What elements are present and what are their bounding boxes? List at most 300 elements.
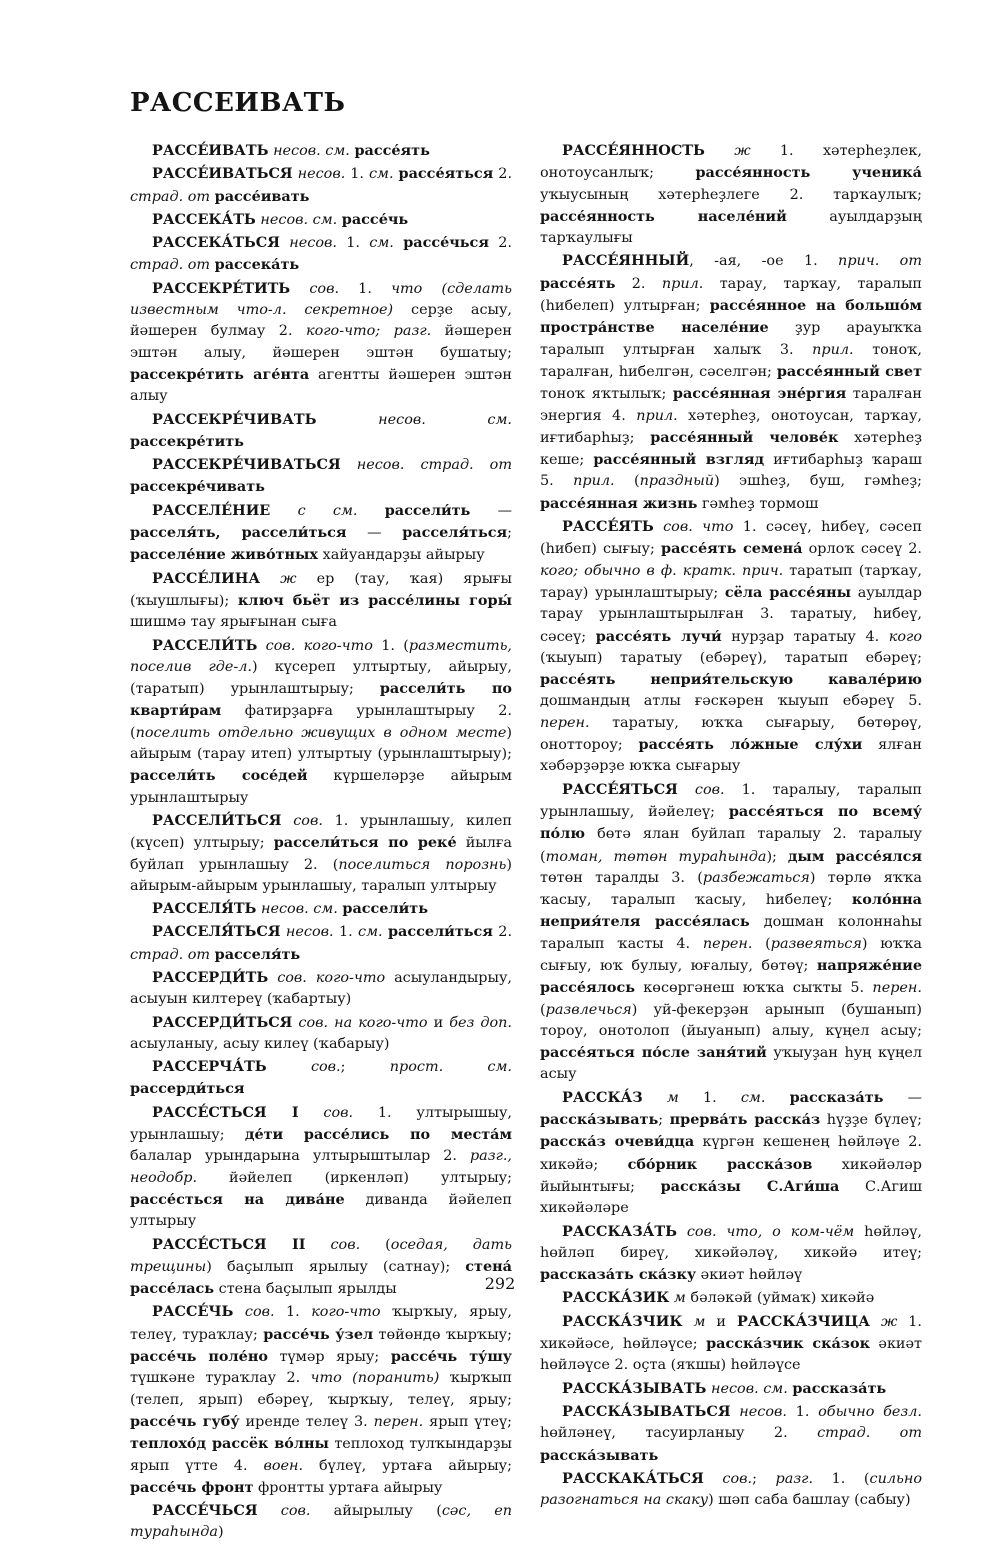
- entry-text: —: [470, 502, 512, 519]
- entry-text: гәмһеҙ тормош: [697, 495, 819, 512]
- bold-phrase: расселя́ться: [402, 524, 508, 542]
- entry-text: тоноҡ, таралған, һибелгән, сәселгән;: [540, 341, 922, 380]
- headword: РАССЕ́ЧЬ: [152, 1303, 234, 1321]
- dictionary-entry: [130, 140, 512, 162]
- entry-text: бүлеү, уртаға айырыу;: [303, 1457, 512, 1474]
- bold-phrase: рассерди́ться: [130, 1080, 245, 1098]
- entry-text: 1. хәтерһеҙлек, онотоусанлыҡ;: [540, 143, 922, 182]
- entry-text: дошмандың атлы ғәскәрен ҡыуып ебәреү 5.: [540, 693, 922, 710]
- entry-text: йәйелеп (иркенләп) ултырыу;: [197, 1169, 512, 1186]
- entry-text: ) эшһеҙ, буш, гәмһеҙ;: [714, 473, 922, 490]
- grammar-label: сов. на кого-что: [298, 1014, 428, 1031]
- entry-text: шишмә тау ярығынан сыға: [130, 614, 337, 631]
- entry-text: серҙе асыу, йәшерен булмау 2.: [130, 302, 512, 340]
- entry-text: —: [346, 525, 403, 542]
- headword: РАССКА́З: [562, 1088, 643, 1106]
- entry-text: төйөндө ҡырҡыу;: [373, 1326, 512, 1343]
- headword: РАССЕ́СТЬСЯ I: [152, 1103, 299, 1121]
- grammar-label: что (поранить): [310, 1370, 440, 1387]
- headword: РАССКА́ЗЧИЦА: [736, 1312, 870, 1330]
- bold-phrase: рассекре́тить аге́нта: [130, 365, 310, 383]
- entry-text: [270, 503, 297, 519]
- entry-text: тоноҡ яҡтылыҡ;: [540, 386, 673, 403]
- bold-phrase: рассека́ть: [214, 256, 300, 274]
- grammar-label: сов.: [309, 280, 340, 297]
- headword: РАССЕКА́ТЬСЯ: [152, 234, 280, 252]
- grammar-label: перен.: [872, 980, 922, 997]
- headword: РАССКА́ЗЫВАТЬСЯ: [562, 1402, 731, 1420]
- bold-phrase: рассели́ть: [384, 501, 471, 519]
- headword: РАССЕКРЕ́ЧИВАТЬ: [152, 410, 317, 428]
- entry-text: ;: [507, 525, 512, 542]
- bold-phrase: рассказа́ть ска́зку: [540, 1266, 697, 1284]
- grammar-label: сов. что, о ком-чём: [686, 1223, 855, 1240]
- bold-phrase: рассе́чь фронт: [130, 1478, 254, 1496]
- entry-text: [260, 571, 280, 587]
- entry-text: орлоҡ сәсеү 2.: [802, 541, 923, 558]
- grammar-label: перен.: [702, 935, 753, 952]
- dictionary-entry: [130, 898, 512, 920]
- headword: РАССЕЛЯ́ТЬ: [152, 900, 257, 918]
- entry-text: хәтерһеҙ кеше;: [540, 429, 923, 469]
- entry-text: таралған энергия 4.: [540, 386, 922, 424]
- bold-phrase: рассе́янность ученика́: [695, 164, 922, 182]
- grammar-label: перен.: [540, 714, 590, 731]
- grammar-label: несов. см.: [710, 1380, 788, 1397]
- grammar-label: сов.: [323, 1104, 354, 1121]
- bold-phrase: расска́з очеви́дца: [540, 1133, 695, 1151]
- entry-text: [870, 1314, 881, 1330]
- grammar-label: развеяться: [770, 935, 862, 952]
- entry-text: [233, 1304, 244, 1320]
- dictionary-entry: [130, 1102, 512, 1233]
- bold-phrase: рассели́ться: [387, 923, 493, 941]
- grammar-label: сов.: [293, 812, 323, 829]
- entry-text: теплоход тулҡындарҙы ярып үтте 4.: [130, 1436, 512, 1474]
- grammar-label: см.: [358, 924, 383, 941]
- entry-text: стена баҫылып ярылды: [214, 1281, 397, 1298]
- bold-phrase: рассе́ять семена́: [661, 540, 803, 558]
- grammar-label: см.: [368, 166, 394, 183]
- entry-text: агентты йәшерен эштән алыу: [130, 366, 512, 405]
- bold-phrase: рассе́янная жизнь: [540, 494, 698, 512]
- entry-text: ялған хәбәрҙәрҙе юҡҡа сығарыу: [540, 737, 923, 775]
- headword: РАССЕ́ЧЬСЯ: [152, 1502, 258, 1520]
- entry-text: [643, 1090, 667, 1106]
- entry-text: 2.: [488, 235, 512, 252]
- bold-phrase: рассе́чь: [341, 210, 409, 228]
- headword: РАССЕ́СТЬСЯ II: [152, 1235, 306, 1253]
- entry-text: [317, 412, 379, 428]
- dictionary-entry: [130, 635, 512, 809]
- headword: РАССКАЗА́ТЬ: [562, 1222, 677, 1240]
- right-column: [540, 140, 922, 1512]
- entry-text: [281, 813, 293, 829]
- entry-text: [704, 1471, 723, 1487]
- entry-text: ) баҫылып ярылыу (сатнау);: [206, 1258, 466, 1275]
- grammar-label: страд. от: [130, 257, 211, 274]
- grammar-label: поселиться порознь: [338, 856, 507, 873]
- entry-text: [299, 1105, 324, 1121]
- entry-text: (: [614, 473, 640, 490]
- entry-text: ) төрлө яҡҡа ҡасыу, таралып ҡасыу, һибелеү;: [540, 869, 922, 909]
- bold-phrase: расска́зывать: [540, 1111, 659, 1129]
- grammar-label: разместить, поселив где-л.: [130, 637, 513, 675]
- dictionary-entry: [540, 140, 922, 249]
- headword: РАССЕЛЕ́НИЕ: [152, 501, 271, 519]
- entry-text: ) айырым (тарау итеп) ултыртыу (урынлаштырыу);: [130, 724, 512, 763]
- grammar-label: прил.: [812, 341, 854, 358]
- bold-phrase: рассели́ть сосе́дей: [130, 767, 308, 785]
- dictionary-entry: [130, 454, 512, 499]
- entry-text: ер (тау, ҡая) ярығы (ҡыушлығы);: [130, 570, 513, 609]
- grammar-label: сов. что: [663, 519, 734, 536]
- grammar-label: томан, төтөн тураһында: [545, 848, 767, 865]
- entry-text: дошман колоннаһы таралып ҡасты 4.: [540, 914, 922, 952]
- grammar-label: прич. от: [838, 253, 922, 270]
- bold-phrase: рассели́ть по кварти́рам: [130, 680, 513, 720]
- headword: РАССКА́ЗИК: [562, 1289, 670, 1307]
- grammar-label: поселить отдельно живущих в одном месте: [135, 724, 507, 741]
- bold-phrase: сёла рассе́яны: [724, 583, 852, 601]
- grammar-label: кого; обычно в ф. кратк. прич.: [540, 562, 784, 579]
- entry-text: түшкәне тураҡлау 2.: [130, 1370, 311, 1387]
- grammar-label: прил.: [636, 407, 678, 424]
- grammar-label: сов.: [280, 1503, 311, 1520]
- entry-text: (: [752, 935, 771, 952]
- entry-text: [268, 970, 277, 986]
- dictionary-entry: [130, 163, 512, 208]
- dictionary-entry: [130, 209, 512, 231]
- grammar-label: несов.: [297, 166, 346, 183]
- grammar-label: несов.: [285, 924, 334, 941]
- headword: РАССЕЛЯ́ТЬСЯ: [152, 923, 281, 941]
- entry-text: 1. таралыу, таралып урынлашыу, йәйелеү;: [540, 781, 922, 820]
- entry-text: 1. сәсеү, һибеү, сәсеп (һибеп) сығыу;: [540, 519, 923, 558]
- grammar-label: ж: [280, 570, 297, 587]
- headword: РАССЕ́ЛИНА: [152, 569, 261, 587]
- entry-text: һөйләү, һөйләп биреү, хикәйәләү, хикәйә итеү;: [540, 1223, 922, 1261]
- headword: РАССЕ́ЯТЬ: [562, 518, 654, 536]
- bold-phrase: стена́ рассе́лась: [130, 1257, 512, 1298]
- grammar-label: перен.: [373, 1413, 424, 1430]
- entry-text: [257, 638, 265, 654]
- grammar-label: кого-что; разг.: [306, 323, 432, 340]
- entry-text: иғтибарһыҙ ҡараш 5.: [540, 452, 922, 490]
- entry-text: уҡыусының хәтерһеҙлеге 2. тарҡаулыҡ;: [540, 186, 922, 203]
- grammar-label: несов.: [739, 1403, 787, 1420]
- grammar-label: разбежаться: [702, 869, 810, 886]
- entry-text: 2.: [615, 275, 662, 292]
- entry-text: —: [883, 1089, 923, 1106]
- bold-phrase: расска́зы С.Аги́ша: [660, 1177, 840, 1195]
- entry-text: [705, 143, 734, 159]
- entry-text: 1.: [339, 280, 392, 297]
- grammar-label: м: [693, 1313, 706, 1330]
- grammar-label: оседая, дать трещины: [130, 1236, 512, 1275]
- headword: РАССКАКА́ТЬСЯ: [562, 1469, 704, 1487]
- entry-text: һүҙҙе бүлеү;: [820, 1112, 922, 1129]
- bold-phrase: рассе́ять: [354, 142, 430, 159]
- entry-text: [290, 281, 309, 297]
- grammar-label: ж: [734, 143, 751, 159]
- bold-phrase: рассе́ять ло́жные слу́хи: [638, 736, 863, 754]
- entry-text: ;: [752, 1470, 776, 1487]
- entry-text: күршеләрҙе айырым урынлаштырыу: [130, 768, 512, 806]
- grammar-label: воен.: [263, 1457, 304, 1474]
- dictionary-entry: [130, 1056, 512, 1101]
- grammar-label: страд. от: [130, 946, 211, 963]
- bold-phrase: расска́зывать: [540, 1446, 659, 1464]
- headword: РАССЕ́ЯННЫЙ: [562, 252, 690, 270]
- entry-text: 1.: [274, 1304, 312, 1321]
- grammar-label: сов.: [310, 1059, 341, 1076]
- entry-text: С.Агиш хикәйәләре: [540, 1178, 922, 1217]
- bold-phrase: расселя́ть: [214, 945, 301, 963]
- entry-text: 2.: [493, 166, 513, 183]
- bold-phrase: рассе́чь губу́: [130, 1412, 240, 1430]
- entry-text: ) уй-фекерҙән арынып (бушанып) тороу, онотолоп (йыуанып) алыу, күңел асыу;: [540, 1001, 922, 1039]
- grammar-label: праздный: [639, 473, 715, 490]
- grammar-label: прост. см.: [389, 1059, 512, 1076]
- entry-text: хәтерһеҙ, онотоусан, тарҡау, иғтибарһыҙ;: [540, 407, 923, 446]
- left-column: [130, 140, 512, 1545]
- dictionary-entry: [130, 568, 512, 634]
- running-head: РАССЕИВАТЬ: [130, 88, 346, 118]
- entry-text: [765, 1090, 789, 1106]
- bold-phrase: рассе́яться: [398, 165, 494, 183]
- entry-text: ) күсереп ултыртыу, айырыу, (таратып) урынлаштырыу;: [130, 658, 512, 698]
- entry-text: [654, 519, 663, 535]
- bold-phrase: рассели́ть: [342, 900, 428, 918]
- entry-text: [258, 1503, 281, 1519]
- grammar-label: сов.: [722, 1470, 753, 1487]
- grammar-label: м: [666, 1089, 679, 1106]
- dictionary-entry: [540, 1087, 922, 1220]
- grammar-label: прил.: [573, 473, 615, 490]
- headword: РАССКА́ЗЫВАТЬ: [562, 1379, 707, 1397]
- headword: РАССЕ́ИВАТЬ: [152, 142, 269, 159]
- entry-text: фронтты уртаға айырыу: [253, 1479, 443, 1496]
- grammar-label: развлечься: [545, 1001, 632, 1018]
- entry-text: [731, 1404, 740, 1420]
- bold-phrase: рассе́янность населе́ний: [540, 207, 787, 225]
- dictionary-entry: [540, 1378, 922, 1400]
- grammar-label: без доп.: [449, 1014, 513, 1031]
- headword: РАССЕЛИ́ТЬСЯ: [152, 811, 282, 829]
- bold-phrase: рассе́чь поле́но: [130, 1348, 268, 1366]
- entry-text: , -ая, -ое 1.: [689, 253, 839, 270]
- headword: РАССЕ́ЯТЬСЯ: [562, 780, 678, 798]
- dictionary-entry: [540, 779, 922, 1086]
- entry-text: түмәр ярыу;: [267, 1349, 391, 1366]
- entry-text: 1. (: [813, 1470, 870, 1487]
- entry-text: 1.: [336, 235, 370, 252]
- entry-text: йәшерен эштән алыу, йәшерен эштән бушатыу;: [130, 323, 512, 361]
- entry-text: [357, 503, 384, 519]
- entry-text: и: [427, 1014, 450, 1031]
- entry-text: и: [705, 1313, 737, 1330]
- grammar-label: обычно безл.: [818, 1403, 922, 1420]
- grammar-label: ж: [880, 1313, 898, 1330]
- headword: РАССКА́ЗЧИК: [562, 1312, 683, 1330]
- entry-text: 1. (: [372, 637, 409, 654]
- dictionary-entry: [130, 1012, 512, 1056]
- dictionary-entry: [130, 278, 512, 408]
- grammar-label: несов. см.: [261, 901, 338, 918]
- entry-text: бәләкәй (уймаҡ) хикәйә: [685, 1290, 875, 1307]
- entry-text: ) шәп саба башлау (сабыу): [708, 1492, 911, 1509]
- bold-phrase: рассе́ивать: [214, 187, 310, 205]
- entry-text: тарау, тарҡау, таралып (һибелеп) ултырған;: [540, 275, 922, 315]
- bold-phrase: рассекре́чивать: [130, 478, 265, 496]
- dictionary-entry: [130, 921, 512, 966]
- headword: РАССЕЛИ́ТЬ: [152, 636, 258, 654]
- entry-text: ) юҡҡа сығыу, юҡ булыу, юғалыу, бөтөү;: [540, 935, 922, 974]
- grammar-label: несов. см.: [260, 211, 338, 228]
- grammar-label: м: [673, 1290, 686, 1307]
- bold-phrase: рассе́чь ту́шу: [390, 1348, 513, 1366]
- grammar-label: см.: [740, 1089, 766, 1106]
- entry-text: асыуланыу, асыу килеү (ҡабарыу): [130, 1035, 390, 1052]
- entry-text: );: [766, 848, 788, 865]
- entry-text: 1.: [333, 924, 359, 941]
- headword: РАССЕКРЕ́ЧИВАТЬСЯ: [152, 456, 341, 474]
- grammar-label: прил.: [661, 275, 704, 292]
- entry-text: ауылдарҙың тарҡаулығы: [540, 208, 922, 247]
- entry-text: (: [540, 1001, 546, 1018]
- headword: РАССЕРЧА́ТЬ: [152, 1058, 267, 1076]
- bold-phrase: рассе́чься: [403, 234, 489, 252]
- dictionary-entry: [540, 516, 922, 778]
- entry-text: [394, 235, 403, 251]
- headword: РАССЕРДИ́ТЬ: [152, 968, 269, 986]
- bold-phrase: рассе́ять лучи́: [595, 627, 722, 645]
- entry-text: [267, 1059, 311, 1075]
- dictionary-entry: [130, 967, 512, 1011]
- entry-text: ;: [658, 1112, 670, 1129]
- bold-phrase: рассе́янный свет: [776, 362, 922, 380]
- bold-phrase: рассе́ять неприя́тельскую кавале́рию: [540, 671, 922, 689]
- bold-phrase: де́ти рассе́лись по места́м: [244, 1126, 512, 1144]
- grammar-label: несов. см.: [378, 411, 512, 428]
- grammar-label: с см.: [297, 502, 358, 519]
- entry-text: ) айырым-айырым урынлашыу, таралып ултырыу: [130, 856, 512, 894]
- bold-phrase: рассекре́тить: [130, 432, 244, 450]
- dictionary-entry: [540, 1311, 922, 1377]
- entry-text: ): [217, 1524, 224, 1541]
- bold-phrase: рассе́янный челове́к: [650, 428, 839, 446]
- entry-text: [678, 782, 695, 798]
- grammar-label: сильно разогнаться на скаку: [540, 1470, 923, 1509]
- entry-text: 1. хикәйәсе, һөйләүсе;: [540, 1313, 923, 1353]
- entry-text: [682, 1314, 693, 1330]
- entry-text: (: [360, 1236, 391, 1253]
- entry-text: (ҡыуып) таратыу (ебәреү), таратып ебәреү;: [540, 649, 922, 666]
- bold-phrase: напряже́ние рассе́ялось: [540, 956, 922, 997]
- page-number: 292: [484, 1274, 516, 1293]
- grammar-label: сов. кого-что: [265, 637, 373, 654]
- dictionary-entry: [130, 1500, 512, 1544]
- entry-text: көсөргәнеш юҡҡа сыҡты 5.: [634, 980, 873, 997]
- entry-text: әкиәт һөйләү: [696, 1267, 803, 1284]
- bold-phrase: рассе́чь у́зел: [263, 1325, 374, 1343]
- entry-text: ҡырҡыу, ярыу, телеү, тураҡлау;: [130, 1304, 512, 1343]
- grammar-label: кого: [888, 628, 922, 645]
- entry-text: нурҙар таратыу 4.: [721, 628, 889, 645]
- entry-text: асыуландырыу, асыуын килтереү (ҡабартыу): [130, 969, 512, 1008]
- entry-text: күргән кешенең һөйләүе 2. хикәйә;: [540, 1134, 922, 1173]
- entry-text: йылға буйлап урынлашыу 2. (: [130, 835, 512, 873]
- entry-text: [305, 1237, 330, 1253]
- grammar-label: см.: [369, 235, 394, 252]
- grammar-label: разг.: [775, 1470, 814, 1487]
- grammar-label: разг., неодобр.: [130, 1148, 512, 1186]
- grammar-label: страд. от: [817, 1425, 922, 1442]
- grammar-label: сов.: [694, 781, 725, 798]
- dictionary-entry: [130, 1301, 512, 1499]
- entry-text: 1.: [345, 166, 369, 183]
- grammar-label: страд. от: [130, 188, 211, 205]
- grammar-label: несов.: [289, 235, 337, 252]
- entry-text: диванда йәйелеп ултырыу: [130, 1191, 512, 1230]
- headword: РАССЕРДИ́ТЬСЯ: [152, 1013, 293, 1031]
- bold-phrase: рассказа́ть: [789, 1088, 884, 1106]
- grammar-label: несов. см.: [273, 143, 350, 159]
- bold-phrase: расска́зчик ска́зок: [706, 1335, 870, 1353]
- headword: РАССЕКРЕ́ТИТЬ: [152, 279, 291, 297]
- entry-text: һөйләнеү, тасуирланыу 2.: [540, 1425, 818, 1442]
- bold-phrase: рассе́сться на дива́не: [130, 1190, 345, 1208]
- bold-phrase: сбо́рник расска́зов: [627, 1155, 813, 1173]
- bold-phrase: рассе́яться по всему́ по́лю: [540, 802, 922, 843]
- entry-text: ауылдар тарау урынлаштырылған 3. таратыу, һибеү, сәсеү;: [540, 584, 922, 645]
- dictionary-entry: [130, 810, 512, 897]
- dictionary-entry: [130, 500, 512, 567]
- entry-text: иренде телеү 3.: [239, 1413, 374, 1430]
- bold-phrase: рассказа́ть: [792, 1379, 887, 1397]
- entry-text: ;: [340, 1059, 390, 1076]
- dictionary-entry: [540, 1468, 922, 1512]
- dictionary-entry: [130, 232, 512, 277]
- entry-text: 2.: [492, 924, 513, 941]
- entry-text: ҡырҡып (телеп, ярып) ебәреү, ҡырҡыу, телеү, ярыу;: [130, 1370, 512, 1408]
- entry-text: [677, 1224, 687, 1240]
- bold-phrase: рассе́янное на большо́м простра́нстве населе́ние: [540, 297, 922, 337]
- dictionary-entry: [130, 409, 512, 454]
- grammar-label: сов.: [244, 1304, 275, 1321]
- bold-phrase: теплохо́д рассёк во́лны: [130, 1435, 329, 1453]
- entry-text: таратыу, юҡҡа сығарыу, бөтөрөү, онотторoу;: [540, 714, 922, 754]
- entry-text: фатирҙарға урынлаштырыу 2. (: [130, 703, 512, 741]
- entry-text: 1. урынлашыу, килеп (күсеп) ултырыу;: [130, 812, 513, 852]
- bold-phrase: рассе́яться по́сле заня́тий: [540, 1044, 767, 1062]
- entry-text: 1.: [678, 1089, 741, 1106]
- bold-phrase: дым рассе́ялся: [787, 847, 922, 865]
- grammar-label: несов. страд. от: [356, 457, 512, 474]
- grammar-label: сов.: [330, 1236, 361, 1253]
- entry-text: төтөн таралды 3. (: [540, 869, 703, 886]
- bold-phrase: рассе́янная эне́ргия: [672, 385, 847, 403]
- entry-text: ҙур арауыҡҡа таралып ултырған халыҡ 3.: [540, 320, 922, 358]
- entry-text: айырылыу (: [310, 1503, 442, 1520]
- entry-text: ярып үтеү;: [423, 1413, 512, 1430]
- bold-phrase: коло́нна неприя́теля рассе́ялась: [540, 891, 922, 931]
- grammar-label: кого-что: [311, 1304, 381, 1321]
- entry-text: [280, 235, 289, 251]
- bold-phrase: рассели́ться по реке́: [273, 834, 457, 852]
- entry-text: 1.: [786, 1403, 819, 1420]
